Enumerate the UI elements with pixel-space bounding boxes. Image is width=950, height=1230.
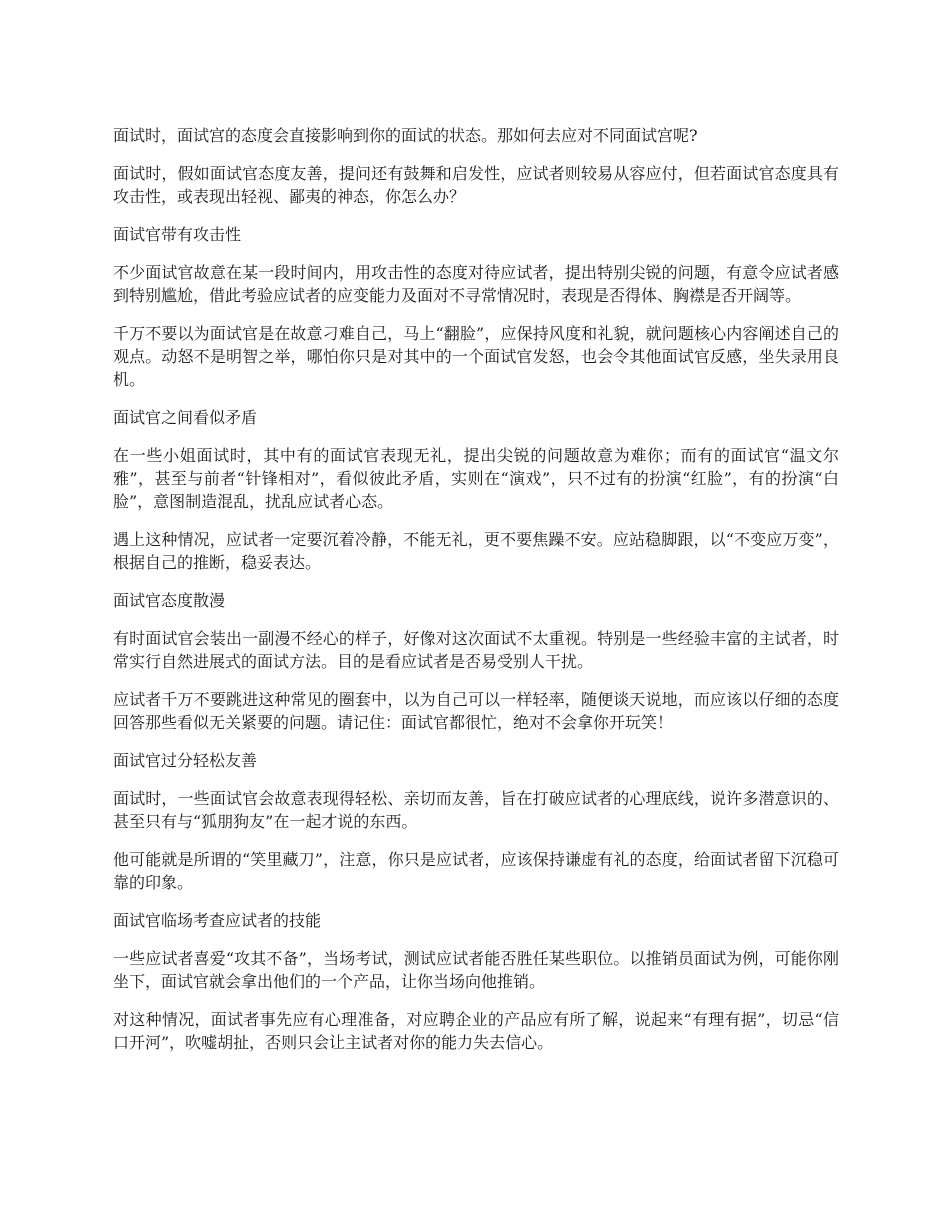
section-heading-casual: 面试官态度散漫: [113, 591, 226, 610]
body-paragraph: 面试时，一些面试官会故意表现得轻松、亲切而友善，旨在打破应试者的心理底线，说许多潜意识的、甚至只有与“狐朋狗友”在一起才说的东西。: [113, 789, 839, 831]
section-heading-friendly: 面试官过分轻松友善: [113, 751, 258, 770]
body-paragraph: 他可能就是所谓的“笑里藏刀”，注意，你只是应试者，应该保持谦虚有礼的态度，给面试者留下沉稳可靠的印象。: [113, 850, 839, 892]
document-body: [113, 124, 839, 1069]
section-heading-contradictory: 面试官之间看似矛盾: [113, 408, 258, 427]
intro-question-paragraph: 面试时，假如面试官态度友善，提问还有鼓舞和启发性，应试者则较易从容应付，但若面试官态度具有攻击性，或表现出轻视、鄙夷的神态，你怎么办？: [113, 164, 839, 206]
body-paragraph: 遇上这种情况，应试者一定要沉着冷静，不能无礼，更不要焦躁不安。应站稳脚跟，以“不变应万变”，根据自己的推断，稳妥表达。: [113, 530, 839, 572]
body-paragraph: 有时面试官会装出一副漫不经心的样子，好像对这次面试不太重视。特别是一些经验丰富的主试者，时常实行自然进展式的面试方法。目的是看应试者是否易受别人干扰。: [113, 629, 839, 671]
body-paragraph: 在一些小姐面试时，其中有的面试官表现无礼，提出尖锐的问题故意为难你；而有的面试官“温文尔雅”，甚至与前者“针锋相对”，看似彼此矛盾，实则在“演戏”，只不过有的扮演“红脸”，有的扮演“白脸”，意图制造混乱，扰乱应试者心态。: [113, 446, 839, 511]
section-heading-aggressive: 面试官带有攻击性: [113, 225, 242, 244]
body-paragraph: 千万不要以为面试官是在故意刁难自己，马上“翻脸”，应保持风度和礼貌，就问题核心内容阐述自己的观点。动怒不是明智之举，哪怕你只是对其中的一个面试官发怒，也会令其他面试官反感，坐失录用良机。: [113, 324, 839, 389]
body-paragraph: 对这种情况，面试者事先应有心理准备，对应聘企业的产品应有所了解，说起来“有理有据”，切忌“信口开河”，吹嘘胡扯，否则只会让主试者对你的能力失去信心。: [113, 1010, 839, 1052]
body-paragraph: 不少面试官故意在某一段时间内，用攻击性的态度对待应试者，提出特别尖锐的问题，有意令应试者感到特别尴尬，借此考验应试者的应变能力及面对不寻常情况时，表现是否得体、胸襟是否开阔等。: [113, 263, 839, 305]
body-paragraph: 一些应试者喜爱“攻其不备”，当场考试，测试应试者能否胜任某些职位。以推销员面试为例，可能你刚坐下，面试官就会拿出他们的一个产品，让你当场向他推销。: [113, 949, 839, 991]
section-heading-skills-test: 面试官临场考查应试者的技能: [113, 911, 322, 930]
intro-paragraph: 面试时，面试宫的态度会直接影响到你的面试的状态。那如何去应对不同面试宫呢?: [113, 126, 698, 145]
body-paragraph: 应试者千万不要跳进这种常见的圈套中，以为自己可以一样轻率，随便谈天说地，而应该以仔细的态度回答那些看似无关紧要的问题。请记住：面试官都很忙，绝对不会拿你开玩笑！: [113, 690, 839, 732]
